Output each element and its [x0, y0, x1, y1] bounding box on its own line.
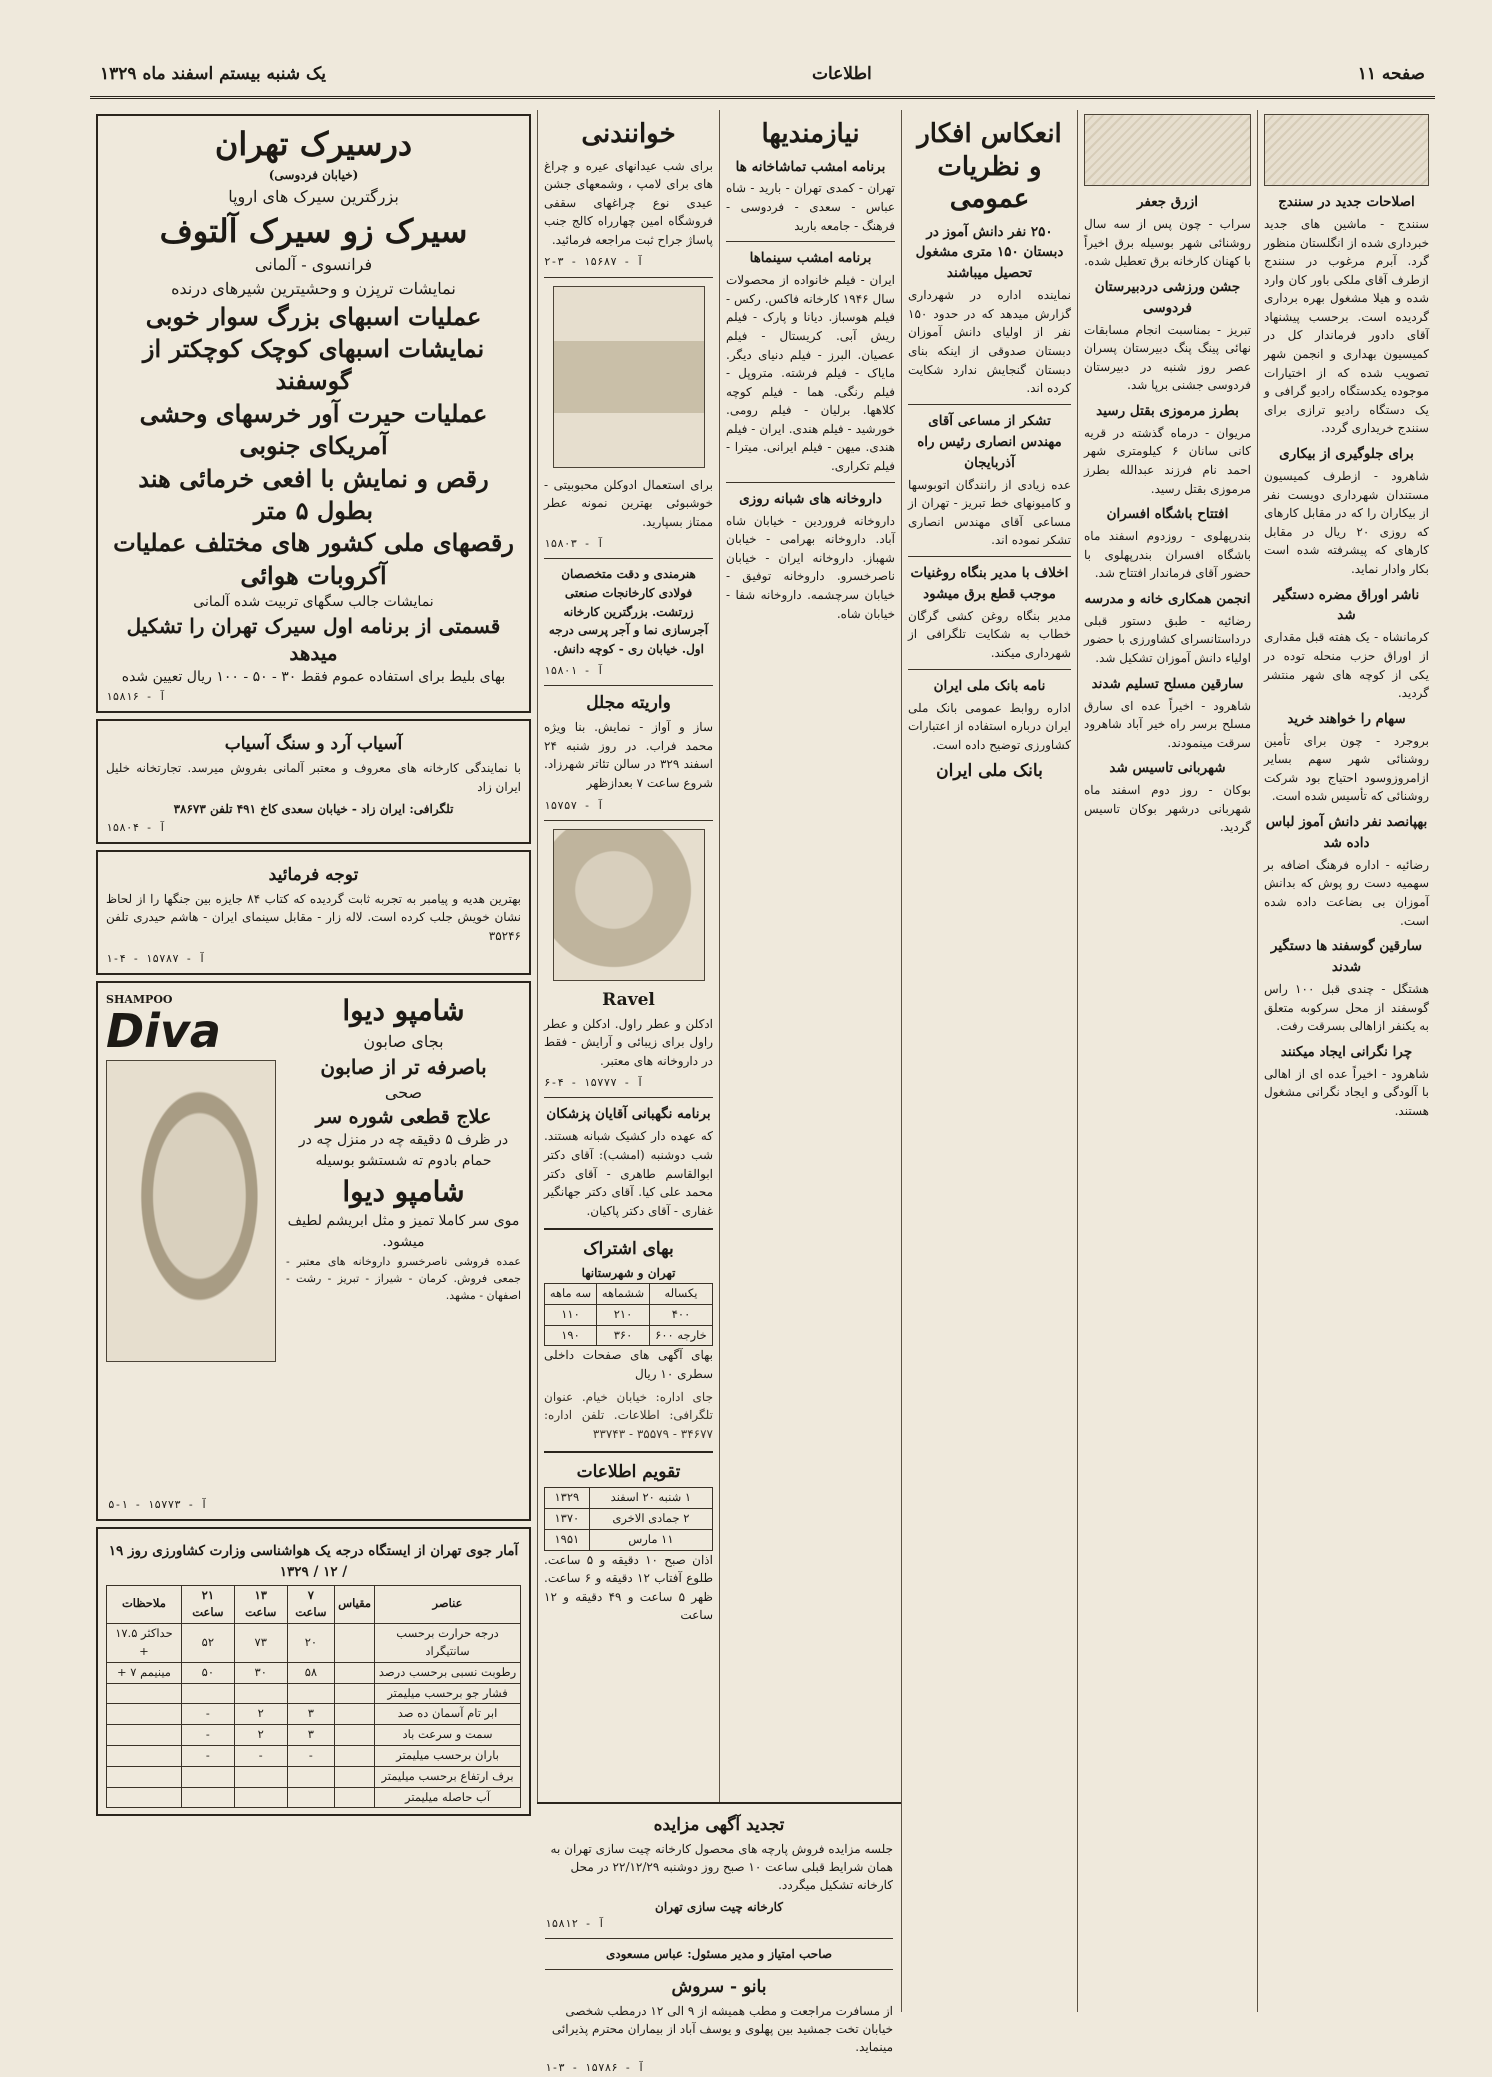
calendar-table: [544, 1487, 713, 1550]
pharmacy-list: داروخانه فروردین - خیابان شاه آباد. داروخانه بهرامی - خیابان شهباز. داروخانه ایران - خیابان ناصرخسرو. داروخانه توفیق - خیابان سرچشمه. داروخانه شفا - خیابان شاه.: [726, 513, 895, 621]
column-readable: [537, 110, 719, 2012]
mill-contact: تلگرافی: ایران زاد - خیابان سعدی کاخ ۴۹۱ تلفن ۳۸۶۷۳: [173, 802, 454, 817]
news-title: سارقین گوسفند ها دستگیر شدند: [1270, 938, 1423, 976]
table-cell: [107, 1725, 182, 1746]
column-header: مقیاس: [335, 1585, 375, 1624]
table-cell: ۲: [234, 1725, 287, 1746]
table-cell: [287, 1683, 334, 1704]
issue-date: یک شنبه بیستم اسفند ماه ۱۳۲۹: [100, 64, 326, 84]
column-header: عناصر: [375, 1585, 521, 1624]
newspaper-page: [90, 52, 1435, 2075]
column-provincial-news: [1257, 110, 1435, 2012]
diva-shampoo-ad: [96, 981, 531, 1521]
news-title: افتتاح باشگاه افسران: [1106, 506, 1229, 523]
table-cell: [335, 1787, 375, 1808]
column-header: ۷ ساعت: [287, 1585, 334, 1624]
article-text: عده زیادی از رانندگان اتوبوسها و کامیونهای خط تبریز - تهران از مساعی آقای مهندس انصاری تشکر نموده اند.: [908, 477, 1071, 548]
divider: [726, 482, 895, 483]
table-cell: [287, 1787, 334, 1808]
article-title: نامه بانک ملی ایران: [933, 677, 1046, 694]
column-header: ۲۱ ساعت: [181, 1585, 234, 1624]
table-cell: ۱۹۵۱: [545, 1529, 590, 1550]
table-cell: مینیمم ۷ +: [107, 1662, 182, 1683]
table-row: [107, 1662, 521, 1683]
news-title: شهربانی تاسیس شد: [1109, 760, 1226, 777]
news-text: کرمانشاه - یک هفته قبل مقداری از اوراق حزب منحله توده در یکی از کوچه های شهر منتشر گردید.: [1264, 630, 1429, 701]
diva-shampoo-label: SHAMPOO: [106, 992, 173, 1006]
news-title: سارقین مسلح تسلیم شدند: [1091, 675, 1244, 692]
table-header-row: [107, 1585, 521, 1624]
divider: [908, 556, 1071, 557]
cinema-list: ایران - فیلم خانواده از محصولات سال ۱۹۴۶ کارخانه فاکس. رکس - فیلم هوسباز. دیانا و پارک - فیلم ریش آبی. کریستال - فیلم عصیان. البرز - فیلم دنیای دیگر. مایاک - فیلم فرشته. متروپل - فیلم رنگی. هما - فیلم کوچه کلاهها. برلیان - فیلم رومی. خورشید - فیلم هندی. ایران - فیلم هندی. میهن - فیلم ایرانی. میترا - فیلم تکراری.: [726, 273, 895, 474]
ad-text: برای استعمال ادوکلن محبوبیتی - خوشبوئی بهترین نمونه عطر ممتاز بسپارید.: [544, 477, 713, 529]
renew-title: تجدید آگهی مزایده: [653, 1815, 785, 1835]
table-cell: برف ارتفاع برحسب میلیمتر: [375, 1766, 521, 1787]
table-cell: خارجه ۶۰۰: [649, 1325, 712, 1346]
ad-code: آ - ۱۵۸۱۶: [106, 690, 166, 704]
diva-line: علاج قطعی شوره سر: [315, 1105, 492, 1128]
divider: [544, 820, 713, 821]
renew-text: جلسه مزایده فروش پارچه های محصول کارخانه چیت سازی تهران به همان شرایط قبلی ساعت ۱۰ صبح روز دوشنبه ۲۲/۱۲/۲۹ در محل کارخانه تشکیل میگردد.: [550, 1841, 893, 1892]
table-cell: ۲: [234, 1704, 287, 1725]
table-row: [545, 1325, 713, 1346]
table-cell: ابر تام آسمان ده صد: [375, 1704, 521, 1725]
table-cell: [107, 1746, 182, 1767]
table-cell: [107, 1766, 182, 1787]
table-cell: ۳۰: [234, 1662, 287, 1683]
diva-line: شامپو دیوا: [342, 1175, 465, 1209]
section-title: انعکاس افکار و نظریات عمومی: [917, 119, 1062, 214]
table-cell: [287, 1766, 334, 1787]
table-cell: [335, 1704, 375, 1725]
theater-list: تهران - کمدی تهران - بارید - شاه عباس - سعدی - فردوسی - فرهنگ - جامعه باربد: [726, 181, 895, 233]
renew-company: کارخانه چیت سازی تهران: [655, 1899, 783, 1914]
news-text: شاهرود - اخیراً عده ای از اهالی با آلودگی و ایجاد نگرانی مشغول هستند.: [1264, 1066, 1429, 1118]
table-cell: سمت و سرعت باد: [375, 1725, 521, 1746]
divider: [544, 1097, 713, 1098]
table-cell: [234, 1683, 287, 1704]
article-text: مدیر بنگاه روغن کشی گرگان خطاب به شکایت تلگرافی از شهرداری میکند.: [908, 608, 1071, 660]
ravel-bottle-illustration: [553, 829, 705, 981]
news-title: چرا نگرانی ایجاد میکنند: [1280, 1043, 1413, 1060]
divider: [545, 1969, 893, 1970]
circus-ad: [96, 114, 531, 713]
table-cell: [234, 1787, 287, 1808]
divider: [726, 241, 895, 242]
table-cell: ۲۱۰: [597, 1304, 650, 1325]
weather-box: [96, 1527, 531, 1817]
news-title: اصلاحات جدید در سنندج: [1278, 194, 1415, 210]
banu-title: بانو - سروش: [671, 1977, 767, 1998]
circus-line: رقصهای ملی کشور های مختلف عملیات آکروبات هوائی: [113, 528, 514, 590]
circus-subtitle: بزرگترین سیرک های اروپا: [228, 186, 399, 206]
article-title: ۲۵۰ نفر دانش آموز در دبستان ۱۵۰ متری مشغول تحصیل میباشند: [915, 223, 1064, 282]
news-title: بطرز مرموزی بقتل رسید: [1096, 402, 1239, 419]
table-cell: -: [181, 1704, 234, 1725]
notice-text: بهترین هدیه و پیامبر به تجربه ثابت گردیده که کتاب ۸۴ جایزه بین جنگها را از لحاظ نشان خویش جلب کرده است. لاله زار - مقابل سینمای ایران - هاشم حیدری تلفن ۳۵۲۴۶: [106, 891, 522, 944]
ad-text: هنرمندی و دقت متخصصان فولادی کارخانجات صنعتی زرتشت. بزرگترین کارخانه آجرسازی نما و آجر پرسی درجه اول. خیابان ری - کوچه دانش.: [548, 567, 709, 656]
news-text: شاهرود - ازطرف کمیسیون مستندان شهرداری دویست نفر از بیکاران را که در مقابل کارهای که روزی ۲۰ ریال در مقابل کارهای که پیشرفته شده است بکار وادار نماید.: [1264, 468, 1429, 576]
table-row: [545, 1529, 713, 1550]
subsection-title: واریته مجلل: [586, 693, 671, 714]
table-cell: [335, 1766, 375, 1787]
news-title: برای جلوگیری از بیکاری: [1279, 446, 1414, 463]
table-cell: ۱۹۰: [545, 1325, 597, 1346]
news-text: سراب - چون پس از سه سال روشنائی شهر بوسیله برق اخیراً با کهنان کارخانه برق تعطیل شده.: [1084, 216, 1251, 269]
table-cell: ۱۳۲۹: [545, 1488, 590, 1509]
ad-text: ساز و آواز - نمایش. بنا ویژه محمد فراب. در روز شنبه ۲۴ اسفند ۳۲۹ در سالن تئاتر شهرزاد. شروع ساعت ۷ بعدازظهر: [544, 720, 713, 791]
page-number: صفحه ۱۱: [1357, 64, 1425, 84]
table-cell: ۳: [287, 1704, 334, 1725]
table-cell: درجه حرارت برحسب سانتیگراد: [375, 1624, 521, 1663]
divider: [545, 1938, 893, 1939]
table-cell: -: [287, 1746, 334, 1767]
table-cell: -: [181, 1746, 234, 1767]
diva-line: موی سر کاملا تمیز و مثل ابریشم لطیف میشود.: [287, 1213, 520, 1251]
divider: [544, 685, 713, 686]
table-cell: [107, 1683, 182, 1704]
table-cell: آب حاصله میلیمتر: [375, 1787, 521, 1808]
table-cell: ۲۰: [287, 1624, 334, 1663]
column-needs: [719, 110, 901, 2012]
editor-credit: صاحب امتیاز و مدیر مسئول: عباس مسعودی: [605, 1947, 833, 1962]
table-row: [545, 1283, 713, 1304]
news-text: بروجرد - چون برای تأمین روشنائی شهر سهم بسایر ازامروزوسود احتیاج بود شرکت روشنائی که تأسیس شده است.: [1264, 733, 1429, 804]
column-city-news: [1077, 110, 1257, 2012]
ravel-logo: Ravel: [602, 989, 655, 1010]
table-row: [107, 1624, 521, 1663]
article-title: تشکر از مساعی آقای مهندس انصاری رئیس راه آذربایجان: [917, 412, 1062, 471]
table-cell: [234, 1766, 287, 1787]
ad-code: آ - ۱۵۶۸۷ - ۳-۲: [544, 255, 644, 269]
news-text: هشتگل - چندی قبل ۱۰۰ راس گوسفند از محل سرکوبه متعلق به یکنفر ازاهالی بسرقت رفت.: [1264, 982, 1430, 1034]
circus-prices: بهای بلیط برای استفاده عموم فقط ۳۰ - ۵۰ - ۱۰۰ ریال تعیین شده: [121, 669, 506, 686]
table-cell: ۵۰: [181, 1662, 234, 1683]
divider: [544, 558, 713, 559]
table-cell: فشار جو برحسب میلیمتر: [375, 1683, 521, 1704]
ad-code: آ - ۱۵۸۰۱: [544, 664, 604, 678]
table-row: [545, 1488, 713, 1509]
mill-text: با نمایندگی کارخانه های معروف و معتبر آلمانی بفروش میرسد. تجارتخانه خلیل ایران زاد: [106, 761, 521, 794]
notice-ad: [96, 850, 531, 975]
divider: [544, 1228, 713, 1230]
table-row: [545, 1509, 713, 1530]
table-cell: ۵۲: [181, 1624, 234, 1663]
table-row: [545, 1304, 713, 1325]
subscription-table: [544, 1283, 713, 1346]
mill-ad: [96, 719, 531, 844]
table-cell: [181, 1787, 234, 1808]
ad-code: آ - ۱۵۷۸۶ - ۳-۱: [545, 2061, 645, 2075]
news-title: جشن ورزشی دردبیرستان فردوسی: [1094, 278, 1241, 316]
subsection-title: برنامه نگهبانی آقایان پزشکان: [546, 1106, 711, 1123]
table-row: [107, 1746, 521, 1767]
table-cell: سه ماهه: [545, 1283, 597, 1304]
table-cell: ۴۰۰: [649, 1304, 712, 1325]
column-ads: [90, 110, 537, 2012]
table-cell: باران برحسب میلیمتر: [375, 1746, 521, 1767]
table-cell: [335, 1662, 375, 1683]
table-cell: ۷۳: [234, 1624, 287, 1663]
circus-names: سیرک زو سیرک آلتوف: [159, 211, 468, 250]
news-text: سنندج - ماشین های جدید خبرداری شده از انگلستان منظور گرد. آبرم مرغوب در سنندج ازطرف آقای ملکی باور کان وارد شده و هیلا مشغول بهره برداری گردیده است. برحسب پیشنهاد آقای دادور فرماندار کل در کمیسیون بهداری و انجمن شهر تصویب شده که از اختیارات موجوده یکدستگاه رادیو گرافی و یک دستگاه رادیو ترازی برای سنندج خریداری گردد.: [1264, 216, 1429, 436]
article-title: اخلاف با مدیر بنگاه روغنیات موجب قطع برق میشود: [910, 564, 1069, 602]
header-illustration: [1264, 114, 1429, 186]
divider: [908, 404, 1071, 405]
news-title: انجمن همکاری خانه و مدرسه: [1084, 590, 1251, 607]
masthead: [90, 52, 1435, 99]
news-text: شاهرود - اخیراً عده ای سارق مسلح برسر راه خیر آباد شاهرود سرقت مینمودند.: [1084, 698, 1251, 750]
section-title: نیازمندیها: [761, 119, 860, 149]
bottom-notices: [537, 1802, 901, 2075]
circus-line: عملیات حیرت آور خرسهای وحشی: [139, 398, 488, 428]
ad-code: آ - ۱۵۷۸۷ - ۴-۱: [106, 951, 206, 965]
diva-line: بجای صابون: [363, 1031, 444, 1051]
article-text: اداره روابط عمومی بانک ملی ایران درباره استفاده از اعتبارات کشاورزی توضیح داده است.: [908, 700, 1071, 752]
paper-name: اطلاعات: [811, 64, 872, 84]
table-cell: ششماهه: [597, 1283, 650, 1304]
divider: [544, 1451, 713, 1453]
section-title: خوانندنی: [581, 119, 676, 149]
diva-logo: Diva: [106, 1003, 221, 1058]
circus-origin: فرانسوی - آلمانی: [254, 254, 373, 274]
news-text: بندرپهلوی - روزدوم اسفند ماه باشگاه افسران بندرپهلوی با حضور آقای فرماندار افتتاح شد.: [1084, 529, 1251, 581]
doctors-list: که عهده دار کشیک شبانه هستند. شب دوشنبه (امشب): آقای دکتر ابوالقاسم طاهری - آقای دکتر محمد علی کیا. آقای دکتر جهانگیر غفاری - آقای دکتر پاکیان.: [544, 1129, 713, 1218]
news-title: بهپانصد نفر دانش آموز لباس داده شد: [1265, 814, 1428, 851]
table-cell: [335, 1683, 375, 1704]
table-cell: حداکثر ۱۷.۵ +: [107, 1624, 182, 1663]
news-text: رضائیه - اداره فرهنگ اضافه بر سهمیه دست رو پوش که بدانش آموزان بی بضاعت داده شده است.: [1264, 857, 1429, 928]
table-cell: [181, 1766, 234, 1787]
table-cell: [107, 1787, 182, 1808]
diva-line: باصرفه تر از صابون: [320, 1054, 487, 1079]
table-cell: ۱ شنبه ۲۰ اسفند: [589, 1488, 712, 1509]
news-title: ناشر اوراق مضره دستگیر شد: [1273, 586, 1420, 624]
article-footer: بانک ملی ایران: [936, 761, 1043, 782]
woman-illustration: [106, 1060, 276, 1362]
table-cell: ۳: [287, 1725, 334, 1746]
news-illustration: [1084, 114, 1251, 186]
table-row: [107, 1683, 521, 1704]
circus-line: عملیات اسبهای بزرگ سوار خوبی: [145, 301, 482, 331]
news-text: مریوان - درماه گذشته در قریه کانی سانان ۶ کیلومتری شهر احمد نام فرزند عبدالله بطرز مرموزی بقتل رسید.: [1084, 425, 1251, 496]
table-cell: [181, 1683, 234, 1704]
subsection-title: داروخانه های شبانه روزی: [739, 490, 882, 507]
circus-line: قسمتی از برنامه اول سیرک تهران را تشکیل میدهد: [126, 614, 501, 666]
table-cell: [335, 1746, 375, 1767]
diva-title: شامپو دیوا: [342, 993, 465, 1027]
perfume-illustration: [553, 286, 705, 468]
table-cell: [335, 1624, 375, 1663]
ad-code: آ - ۱۵۷۷۷ - ۴-۶: [544, 1076, 644, 1090]
circus-title: درسیرک تهران: [214, 125, 413, 163]
notice-title: توجه فرمائید: [268, 864, 359, 885]
ad-code: آ - ۱۵۸۰۳: [544, 537, 604, 551]
column-header: ۱۳ ساعت: [234, 1585, 287, 1624]
table-cell: [107, 1704, 182, 1725]
table-cell: ۵۸: [287, 1662, 334, 1683]
table-cell: ۱۱ مارس: [589, 1529, 712, 1550]
diva-left-panel: [106, 991, 276, 1368]
table-cell: ۲ جمادی الاخری: [589, 1509, 712, 1530]
column-public-opinion: [901, 110, 1077, 2012]
diva-line: صحی: [384, 1082, 423, 1102]
circus-location: (خیابان فردوسی): [268, 168, 359, 182]
weather-title: آمار جوی تهران از ایستگاه درجه یک هواشناسی وزارت کشاورزی روز ۱۹ / ۱۲ / ۱۳۲۹: [108, 1542, 519, 1580]
subscription-region: تهران و شهرستانها: [581, 1266, 676, 1281]
circus-line: آمریکای جنوبی: [239, 431, 388, 461]
news-text: رضائیه - طبق دستور قبلی درداستانسرای کشاورزی با حضور اولیاء دانش آموزان تشکیل شد.: [1084, 613, 1251, 666]
ad-code: آ - ۱۵۸۱۲: [545, 1916, 605, 1930]
circus-line: رقص و نمایش با افعی خرمائی هند بطول ۵ متر: [138, 463, 489, 525]
divider: [544, 277, 713, 278]
table-cell: رطوبت نسبی برحسب درصد: [375, 1662, 521, 1683]
calendar-note: اذان صبح ۱۰ دقیقه و ۵ ساعت. طلوع آفتاب ۱۲ دقیقه و ۶ ساعت. ظهر ۵ ساعت و ۴۹ دقیقه و ۱۲ ساعت: [544, 1552, 713, 1623]
table-row: [107, 1725, 521, 1746]
banu-text: از مسافرت مراجعت و مطب همیشه از ۹ الی ۱۲ درمطب شخصی خیابان تخت جمشید بین پهلوی و یوسف آباد از بیماران محترم پذیرائی مینماید.: [551, 2004, 893, 2055]
subsection-title: تقویم اطلاعات: [576, 1462, 681, 1483]
table-cell: [335, 1725, 375, 1746]
table-cell: ۳۶۰: [597, 1325, 650, 1346]
ad-code: آ - ۱۵۷۷۳ - ۱-۵: [108, 1497, 208, 1511]
ad-code: آ - ۱۵۷۵۷: [544, 798, 604, 812]
table-row: [107, 1704, 521, 1725]
mill-title: آسیاب آرد و سنگ آسیاب: [224, 734, 403, 755]
circus-line: نمایشات جالب سگهای تربیت شده آلمانی: [193, 594, 434, 611]
table-cell: -: [234, 1746, 287, 1767]
table-row: [107, 1787, 521, 1808]
circus-line: نمایشات اسبهای کوچک کوچکتر از گوسفند: [142, 333, 485, 396]
ad-text: برای شب عیدانهای عیره و چراغ های برای لامپ ، وشمعهای جشن عیدی نوع چراغهای سقفی فروشگاه امین چهارراه کالج جنب پاساژ جراح ثبت مراجعه فرمائید.: [544, 158, 713, 247]
diva-right-panel: [286, 991, 521, 1309]
news-text: بوکان - روز دوم اسفند ماه شهربانی درشهر بوکان تاسیس گردید.: [1084, 783, 1251, 835]
table-cell: -: [181, 1725, 234, 1746]
article-text: نماینده اداره در شهرداری گزارش میدهد که در حدود ۱۵۰ نفر از اولیای دانش آموزان دبستان صدوقی از اینکه بنای دبستان گنجایش ندارد شکایت کرده اند.: [908, 288, 1071, 396]
news-text: تبریز - بمناسبت انجام مسابقات نهائی پینگ پنگ دبیرستان پسران عصر روز شنبه در دبیرستان فردوسی جشنی برپا شد.: [1084, 322, 1251, 393]
diva-line: در ظرف ۵ دقیقه چه در منزل چه در حمام بادوم ته شستشو بوسیله: [298, 1132, 509, 1170]
table-cell: ۱۳۷۰: [545, 1509, 590, 1530]
news-title: ازرق جعفر: [1136, 194, 1199, 210]
ad-code: آ - ۱۵۸۰۴: [106, 820, 166, 834]
table-cell: یکساله: [649, 1283, 712, 1304]
subsection-title: بهای اشتراک: [583, 1239, 674, 1260]
news-title: سهام را خواهند خرید: [1287, 710, 1406, 727]
ad-text: ادکلن و عطر راول. ادکلن و عطر راول برای زیبائی و آرایش - فقط در داروخانه های معتبر.: [544, 1016, 713, 1068]
office-address: جای اداره: خیابان خیام. عنوان تلگرافی: اطلاعات. تلفن اداره: ۳۴۶۷۷ - ۳۵۵۷۹ - ۳۳۷۴۳: [544, 1389, 713, 1441]
diva-stores: عمده فروشی ناصرخسرو داروخانه های معتبر - جمعی فروش. کرمان - شیراز - تبریز - رشت - اصفهان - مشهد.: [286, 1255, 521, 1303]
divider: [908, 669, 1071, 670]
subsection-title: برنامه امشب سینماها: [749, 250, 872, 267]
subsection-title: برنامه امشب تماشاخانه ها: [735, 158, 886, 175]
column-header: ملاحظات: [107, 1585, 182, 1624]
circus-line: نمایشات ترپزن و وحشیترین شیرهای درنده: [171, 278, 456, 298]
table-cell: ۱۱۰: [545, 1304, 597, 1325]
table-row: [107, 1766, 521, 1787]
weather-table: [106, 1585, 521, 1809]
subscription-note: بهای آگهی های صفحات داخلی سطری ۱۰ ریال: [544, 1348, 713, 1381]
